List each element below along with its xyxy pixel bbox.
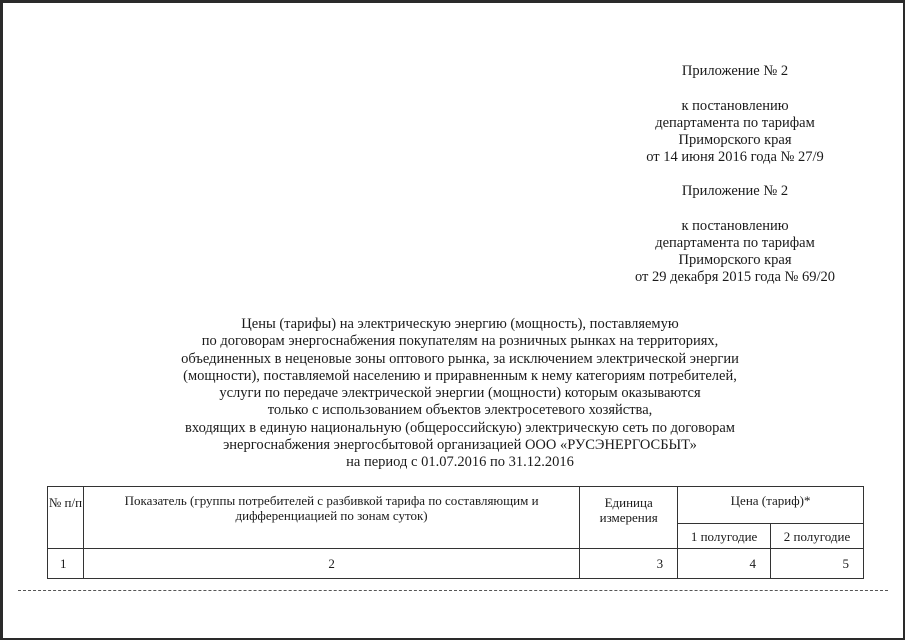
appendix-reference [600, 98, 870, 166]
header-indicator: Показатель (группы потребителей с разбивкой тарифа по составляющим и дифференциацией по зонам суток) [83, 487, 579, 549]
appendix-line: к постановлению [681, 98, 789, 114]
column-number-cell: 3 [580, 549, 678, 579]
header-price: Цена (тариф)* [678, 487, 864, 524]
title-line: (мощности), поставляемой населению и приравненным к нему категориям потребителей, [183, 367, 737, 384]
title-line: только с использованием объектов электросетевого хозяйства, [267, 402, 653, 419]
column-number-cell: 4 [678, 549, 771, 579]
appendix-line: Приморского края [678, 252, 792, 268]
appendix-line: Приморского края [678, 132, 792, 148]
appendix-block-original [600, 183, 870, 286]
appendix-heading: Приложение № 2 [681, 183, 789, 199]
appendix-block-current [600, 63, 870, 166]
appendix-line: департамента по тарифам [655, 235, 815, 251]
document-title [150, 316, 770, 472]
title-line: по договорам энергоснабжения покупателям на розничных рынках на территориях, [201, 333, 719, 350]
title-line: услуги по передаче электрической энергии (мощности) которым оказываются [219, 385, 701, 402]
title-line: энергоснабжения энергосбытовой организацией ООО «РУСЭНЕРГОСБЫТ» [223, 437, 697, 454]
appendix-heading: Приложение № 2 [681, 63, 789, 79]
table-row [48, 549, 864, 579]
page-border-left [0, 0, 3, 640]
appendix-reference [600, 218, 870, 286]
title-line: входящих в единую национальную (общероссийскую) электрическую сеть по договорам [185, 419, 735, 436]
title-line: объединенных в неценовые зоны оптового рынка, за исключением электрической энергии [181, 350, 739, 367]
appendix-line: к постановлению [681, 218, 789, 234]
appendix-date-line: от 14 июня 2016 года № 27/9 [646, 149, 824, 165]
page-fold-line [18, 590, 888, 591]
appendix-line: департамента по тарифам [655, 115, 815, 131]
header-unit: Единица измерения [580, 487, 678, 549]
header-half-1: 1 полугодие [678, 524, 771, 549]
title-period-line: на период с 01.07.2016 по 31.12.2016 [346, 454, 574, 471]
appendix-date-line: от 29 декабря 2015 года № 69/20 [634, 269, 836, 285]
header-half-2: 2 полугодие [771, 524, 864, 549]
column-number-cell: 1 [48, 549, 84, 579]
header-number: № п/п [48, 487, 84, 549]
tariff-table [47, 486, 864, 579]
title-line: Цены (тарифы) на электрическую энергию (мощность), поставляемую [241, 316, 679, 332]
column-number-cell: 5 [771, 549, 864, 579]
column-number-cell: 2 [83, 549, 579, 579]
page-border-top [0, 0, 905, 3]
